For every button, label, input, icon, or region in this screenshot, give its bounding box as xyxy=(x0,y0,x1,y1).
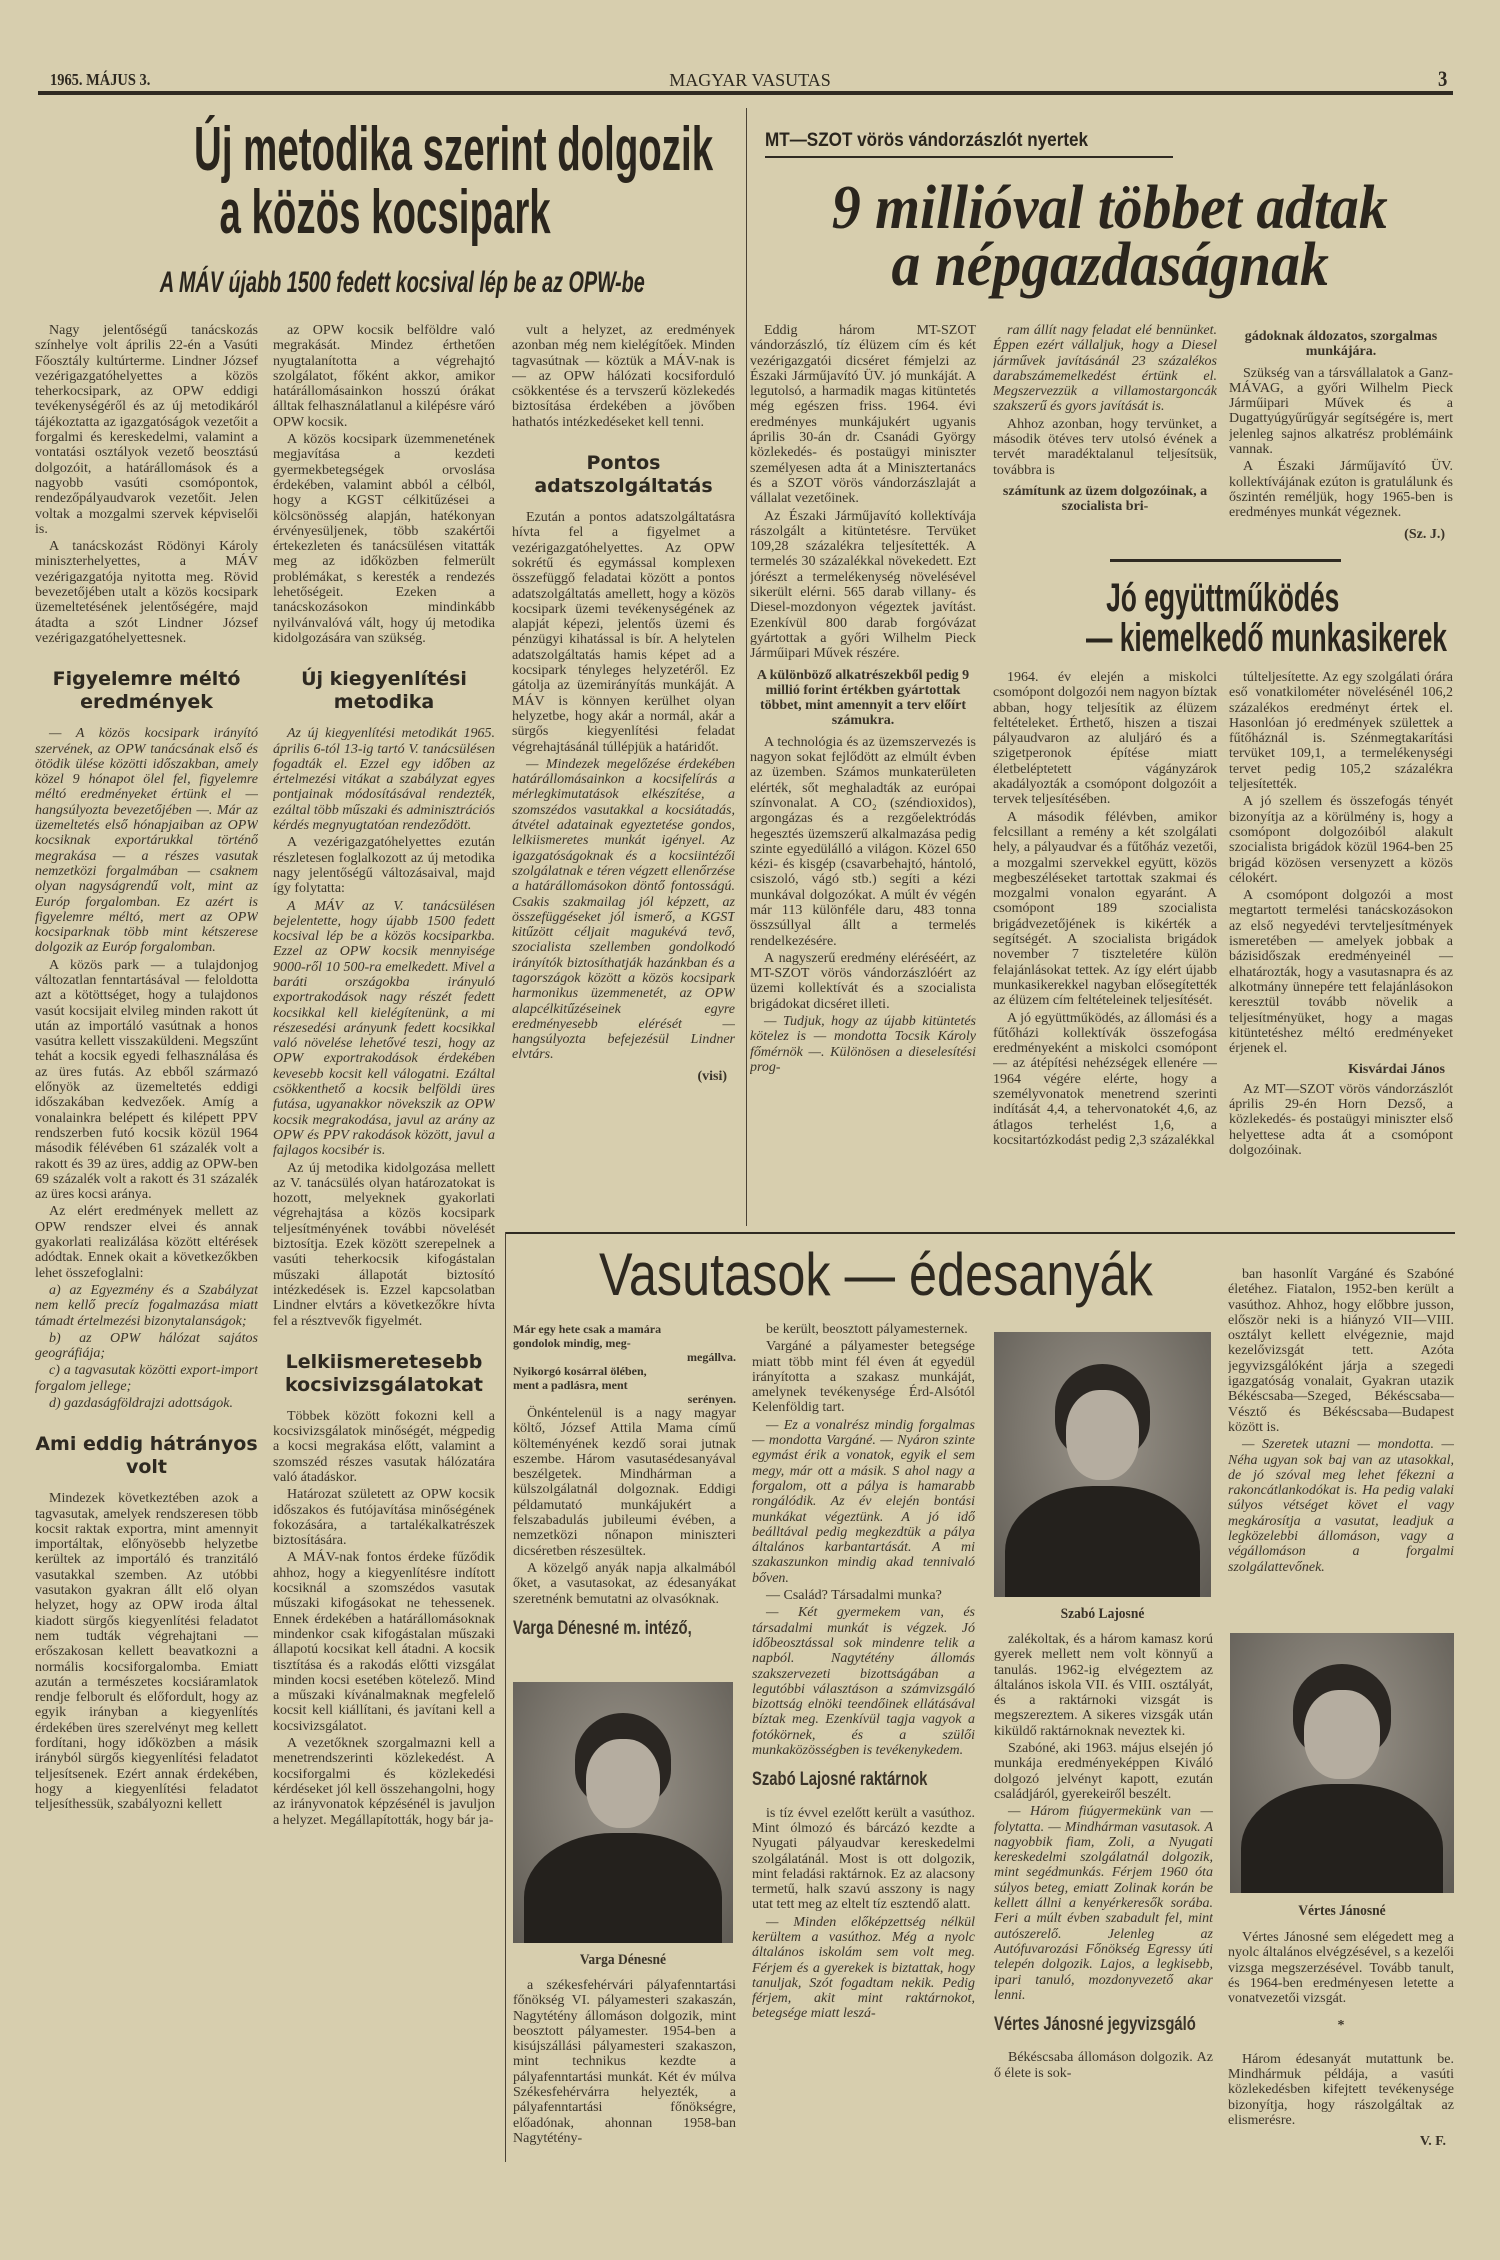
paragraph: b) az OPW hálózat sajátos geográfiája; xyxy=(35,1330,258,1362)
text-column xyxy=(750,323,976,1228)
paragraph: Eddig három MT-SZOT vándorzászló, tíz élüzem cím és két vezérigazgatói dicséret fémjelzi az Északi Járműjavító ÜV. jó munkáját. A legutolsó, a harmadik magas kitüntetés még egészen friss. 1964. évi eredményes munkájukért ugyanis április 30-án dr. Csanádi György közlekedés- és postaügyi miniszter személyesen adta át a Minisztertanács és a SZOT vörös vándorzászlaját a vállalat vezetőinek. xyxy=(750,323,976,507)
paragraph: Három édesanyát mutattunk be. Mindhármuk példája, a vasúti közlekedésben kifejtett tevékenysége bizonyítja, hogy rászolgáltak az elismerésre. xyxy=(1228,2051,1454,2128)
headline-miskolc xyxy=(993,578,1453,658)
kicker: MT—SZOT vörös vándorzászlót nyertek xyxy=(765,130,1089,151)
headline-line: a népgazdaságnak xyxy=(891,231,1329,299)
headline-line: a közös kocsipark xyxy=(219,178,551,247)
text-column xyxy=(512,323,735,1218)
byline: (visi) xyxy=(697,1068,727,1084)
paragraph: Szabóné, aki 1963. május elsején jó munkája eredményeképpen Kiváló dolgozó jelvényt kapott, ezután családjáról, gyerekeiről beszélt. xyxy=(994,1741,1213,1802)
paragraph: d) gazdaságföldrajzi adottságok. xyxy=(49,1396,233,1411)
text-column xyxy=(993,323,1217,558)
paragraph: az OPW kocsik belföldre való megrakását. Mindez érthetően nyugtalanította a végrehajtó szolgálatot, főként akkor, amikor határállomásainkon hosszú órákat álltak felhasználatlanul a kilépésre váró OPW kocsik. xyxy=(273,323,495,430)
paragraph: 1964. év elején a miskolci csomópont dolgozói nem nagyon bíztak abban, hogy teljesítik az élüzem feltételeket. Érthető, hiszen a tiszai pályaudvaron az aluljáró és a szigetperonok építése miatt életbeléptetett vágányzárok akadályozták a csomópont dolgozóit a tervek teljesítésében. xyxy=(993,670,1217,808)
section-heading: Figyelemre méltó eredmények xyxy=(52,668,241,714)
text-column xyxy=(513,1978,736,2163)
text-column xyxy=(513,1322,736,1677)
text-column xyxy=(35,323,258,2163)
headline-line: — kiemelkedő munkasikerek xyxy=(1085,616,1447,660)
paragraph: Ezután a pontos adatszolgáltatásra hívta fel a figyelmet a vezérigazgatóhelyettes. Az OPW sokrétű és egymással komplexen összefüggő feladatai között a pontos adatszolgáltatás amellett, hogy a közös kocsipark üzemi tevékenységének az alapját képezi, jelentős üzemi és pénzügyi kihatással is bír. A helytelen adatszolgáltatás hamis képet ad a kocsipark tényleges helyzetéről. Ez gátolja az üzemirányítás munkáját. A MÁV is könnyen kerülhet olyan helyzetbe, hogy akár a normál, akár a sürgős kiegyenlítési feladat végrehajtásánál túllépjük a határidőt. xyxy=(512,510,735,755)
paragraph: — Család? Társadalmi munka? xyxy=(766,1588,942,1604)
byline: Kisvárdai János xyxy=(1348,1062,1445,1078)
photo-caption: Varga Dénesné xyxy=(579,1952,667,1968)
text-column xyxy=(994,1632,1213,2162)
text-column xyxy=(752,1322,975,2162)
paragraph: — Három fiúgyermekünk van — folytatta. — Mindhárman vasutasok. A nagyobbik fiam, Zoli, a Nyugati kereskedelmi szolgálatnál dolgozik, mint segédmunkás. Férjem 1960 óta súlyos beteg, emiatt Zolinak korán be kellett állni a kenyérkeresők sorába. Feri a múlt évben szabadult fel, mint autószerelő. Jelenleg az Autófuvarozási Főnökség Egressy úti telepén dolgozik. Lajos, a legkisebb, ipari tanuló, mozdonyvezető akar lenni. xyxy=(994,1804,1213,2003)
paragraph: — Tudjuk, hogy az újabb kitüntetés kötelez is — mondotta Tocsik Károly főmérnök —. Különösen a dieselesítési prog- xyxy=(750,1014,976,1075)
section-rule xyxy=(1110,559,1341,562)
paragraph: Önkéntelenül is a nagy magyar költő, József Attila Mama című költeményének kezdő sorai jutnak eszembe. Három vasutasédesanyával beszélgetek. Mindhárman a külszolgálatnál dolgoznak. Eddigi példamutató munkájukért a felszabadulás jubileumi évében, a nemzetközi nőnapon miniszteri dicséretben részesültek. xyxy=(513,1406,736,1559)
paragraph: A csomópont dolgozói a most megtartott termelési tanácskozásokon az első negyedévi tervteljesítmények ismeretében — amelyek jobbak a bázisidőszak eredményeinél — elhatározták, hogy a vasutasnapra és az alkotmány ünnepére tett felajánlásokon keresztül tovább növelik a teljesítményüket, hogy a magas kitüntetéshez méltó eredményeket érjenek el. xyxy=(1229,888,1453,1057)
issue-date: 1965. MÁJUS 3. xyxy=(50,70,151,89)
box-border xyxy=(505,1232,506,2162)
paragraph: zalékoltak, és a három kamasz korú gyerek mellett nem volt könnyű a tanulás. 1962-ig elvégeztem az általános iskola VII. és VIII. osztályát, és a raktárnoki vizsgát is megszereztem. A sikeres vizsgák után kiküldő raktárnoknak neveztek ki. xyxy=(994,1632,1213,1739)
paragraph: A Északi Járműjavító ÜV. kollektívájának ezúton is gratulálunk és őszintén reméljük, hogy 1965-ben is eredményes munkát végeznek. xyxy=(1229,459,1453,521)
paragraph: Az MT—SZOT vörös vándorzászlót április 29-én Horn Dezső, a közlekedés- és postaügyi miniszter első helyettese adta át a csomópont dolgozóinak. xyxy=(1229,1081,1453,1158)
section-heading: Pontos adatszolgáltatás xyxy=(534,452,713,498)
paragraph: Az új kiegyenlítési metodikát 1965. április 6-tól 13-ig tartó V. tanácsülésen fogadták el. Ezzel egy időben az értelmezési vitákat a szabályzat egyes pontjainak módosításával rendezték, ezáltal több műszaki és adminisztrációs kérdés megnyugtatóan rendeződött. xyxy=(273,726,495,834)
paragraph: A jó szellem és összefogás tényét bizonyítja az a körülmény is, hogy a csomópont dolgozóiból alakult szocialista brigádok közül 1964-ben 25 brigád közösen versenyzett a közös célokért. xyxy=(1229,794,1453,886)
paragraph: is tíz évvel ezelőtt került a vasúthoz. Mint ólmozó és bárcázó kezdte a Nyugati pályaudvar kereskedelmi szolgálatánál. Most is ott dolgozik, mint feladási raktárnok. Ez az alacsony termetű, halk szavú asszony is nagy utat tett meg az eltelt tíz esztendő alatt. xyxy=(752,1805,975,1913)
subheading: Szabó Lajosné raktárnok xyxy=(752,1769,928,1791)
poem-line: Nyikorgó kosárral ölében, xyxy=(513,1364,647,1378)
paragraph: a székesfehérvári pályafenntartási főnökség VI. pályamesteri szakaszán, Nagytétény állomáson dolgozik, mint beosztott pályamester. 1954-ben a kisújszállási pályamesteri szakaszon, mint technikus kezdte a pályafenntartási munkát. Két év múlva Székesfehérvárra helyezték, a pályafenntartási főnökségre, előadónak, ahonnan 1958-ban Nagytétény- xyxy=(513,1978,736,2146)
byline: (Sz. J.) xyxy=(1404,526,1445,542)
paragraph: ram állít nagy feladat elé bennünket. Éppen ezért vállaljuk, hogy a Diesel járművek javításánál 23 százalékos darabszámemelkedést értünk el. Megszervezzük a villamostargoncák szakszerű és gyors javítását is. xyxy=(993,323,1217,415)
paragraph: A második félévben, amikor felcsillant a remény a két szolgálati hely, a pályaudvar és a fűtőház vezetői, a mozgalmi szervekkel együtt, közös megbeszéléseket tartottak szakmai és mozgalmi vonalon egyaránt. A csomópont 189 szocialista brigádvezetőjének is kikérték a segítségét. A szocialista brigádok november 7 tiszteletére külön felajánlásokat tettek. Az így elért újabb munkasikerekkel nagyban elősegítették az élüzem cím feltételeinek teljesítését. xyxy=(993,809,1217,1009)
paragraph: — Két gyermekem van, és társadalmi munkát is végzek. Jó időbeosztással sok mindenre telik a napból. Nagytétény állomás szakszervezeti bizottságában a legutóbbi választáson a számvizsgáló bizottság elnöki teendőinek ellátásával bíztak meg. Ezenkívül tagja vagyok a fotókörnek, és a szülői munkaközösségben is tevékenykedem. xyxy=(752,1605,975,1759)
paragraph: A jó együttműködés, az állomási és a fűtőházi kollektívák összefogása eredményeként a miskolci csomópont — az átépítési nehézségek ellenére — 1964 végére elérte, hogy a személyvonatok menetrend szerinti indítását 4,4, a tehervonatokét 4,6, az átlagos terhelést 1,6, a kocsitartózkodást pedig 2,3 százalékkal xyxy=(993,1010,1217,1148)
section-heading: Új kiegyenlítési metodika xyxy=(301,668,467,714)
photo-varga-denesne xyxy=(513,1682,733,1943)
photo-caption: Vértes Jánosné xyxy=(1298,1903,1386,1919)
paragraph: a) az Egyezmény és a Szabályzat nem kellő precíz fogalmazása miatt támadt értelmezési bizonytalanságok; xyxy=(35,1282,258,1329)
bold-paragraph: gádoknak áldozatos, szorgalmas munkájára. xyxy=(1244,329,1438,360)
paragraph: — Szeretek utazni — mondotta. — Néha ugyan sok baj van az utasokkal, de jó szóval meg lehet fékezni a rakoncátlankodókat is. Ha pedig valaki súlyos vétséget követ el vagy megkárosítja a vasutat, leadjuk a legközelebbi állomáson, vagy a végállomáson a forgalmi szolgálattevőnek. xyxy=(1228,1437,1454,1575)
bold-paragraph: számítunk az üzem dolgozóinak, a szocialista bri- xyxy=(1002,483,1208,515)
subheading: Vértes Jánosné jegyvizsgáló xyxy=(994,2014,1196,2036)
byline: V. F. xyxy=(1419,2134,1446,2150)
headline-opw xyxy=(35,115,735,247)
masthead-rule xyxy=(38,91,1453,95)
page-number: 3 xyxy=(1438,66,1448,91)
headline-mothers: Vasutasok — édesanyák xyxy=(599,1241,1153,1308)
paragraph: — A közös kocsipark irányító szervének, az OPW tanácsának első és ötödik ülése közötti időszakban, amely közel 9 hónapot ölel fel, figyelemre méltó eredményeket értünk el — hangsúlyozta bevezetőjében —. Már az üzemeltetés első hónapjaiban az OPW kocsiknak exportárukkal történő megrakása — a részes vasutak nemzetközi forgalmában — csaknem olyan nagyságrendű volt, mint az Európ forgalomban. Ez azért is figyelemre méltó, mert az OPW kocsiparknak több mint kétszerese dolgozik az Európ forgalomban. xyxy=(35,726,258,956)
paragraph: Az új metodika kidolgozása mellett az V. tanácsülés olyan határozatokat is hozott, melyeknek gyakorlati végrehajtása a közös kocsipark teljesítményének további növelését biztosítja. Ezek között szerepelnek a vasúti teherkocsik kifogástalan műszaki állapotát biztosító intézkedések is. Ezzel kapcsolatban Lindner elvtárs a következőkre hívta fel a résztvevők figyelmét. xyxy=(273,1160,495,1329)
paragraph: — Minden előképzettség nélkül kerültem a vasúthoz. Még a nyolc általános iskolám sem volt meg. Férjem és a gyerekek is biztattak, hogy tanuljak, Szót fogadtam nekik. Pedig férjem, akit mint raktárnokot, betegsége miatt leszá- xyxy=(752,1914,975,2022)
paragraph: A vezérigazgatóhelyettes ezután részletesen foglalkozott az új metodika nagy jelentőségű változásaival, majd így folytatta: xyxy=(273,835,495,897)
paragraph: Vargáné a pályamester betegsége miatt több mint fél éven át egyedül irányította a szakasz munkáját, amelynek tevékenysége Érd-Alsótól Kelenföldig tart. xyxy=(752,1339,975,1416)
headline-mtszot xyxy=(750,174,1470,299)
paragraph: Vértes Jánosné sem elégedett meg a nyolc általános elvégzésével, s a kezelői vizsga megszerzésével. Tovább tanult, és 1964-ben eredményesen letette a vonatvezetői vizsgát. xyxy=(1228,1930,1454,2007)
text-column xyxy=(1228,1930,1454,2165)
text-column xyxy=(273,323,495,2163)
paragraph: Többek között fokozni kell a kocsivizsgálatok minőségét, mégpedig a kocsi megrakása előtt, valamint a szomszéd részes vasutak hálózatára való átadáskor. xyxy=(273,1408,495,1485)
paragraph: — Ez a vonalrész mindig forgalmas — mondotta Vargáné. — Nyáron szinte egymást érik a vonatok, egyik el sem megy, már ott a másik. S ahol nagy a forgalom, ott a pálya is hamarabb rongálódik. Az év elején bontási munkákat végeztünk. A jó idő beálltával pedig megkezdtük a pálya általános karbantartását. A mi szakaszunkon mindig akad tennivaló bőven. xyxy=(752,1417,975,1586)
paragraph: Mindezek következtében azok a tagvasutak, amelyek rendszeresen több kocsit raktak exportra, mint amennyit importáltak, előnyösebb helyzetbe kerültek az importáló és tranzitáló vasutakkal szemben. Az utóbbi vasutakon gyakran állt elő olyan helyzet, hogy az OPW iroda által kiadott sürgős kiegyenlítési feladatot nem tudták végrehajtani — erőszakosan kellett beavatkozni a normális kocsiforgalomba. Emiatt azután a természetes kocsiáramlatok rendje felborult és előfordult, hogy az egyik irányban a kiegyenlítés érdekében üres szerelvényt meg kellett fordítani, hogy időközben a másik irányból sürgős kiegyenlítési feladatot teljesítsenek. Ezért annak érdekében, hogy a kiegyenlítési feladatot teljesíthessük, szabályozni kellett xyxy=(35,1491,258,1813)
paragraph: A MÁV az V. tanácsülésen bejelentette, hogy újabb 1500 fedett kocsival lép be a közös kocsiparkba. Ezzel az OPW kocsik mennyisége 9000-ről 10 500-ra emelkedett. Mivel a baráti országokba irányuló exportrakodások nagy részét fedett kocsikkal kell kielégítenünk, a mi részesedési arányunk fedett kocsikkal való növelése lehetővé teszi, hogy az OPW exportrakodások érdekében kevesebb kocsit kell válogatni. Ezáltal csökkenthető a kocsik belföldi üres futása, ugyanakkor növekszik az OPW kocsik megrakodása, javul az arány az OPW és PPV rakodások között, javul a fajlagos kocsibér is. xyxy=(273,898,495,1159)
subheadline-opw xyxy=(35,266,735,300)
poem-line: Már egy hete csak a mamára xyxy=(513,1322,662,1336)
paragraph: A technológia és az üzemszervezés is nagyon sokat fejlődött az elmúlt évben az üzemben. Számos munkaterületen elérték, sőt meghaladták az európai színvonalat. A CO₂ (széndioxidos), argongázas és a rezgőelektródás hegesztés üzemszerű alkalmazása pedig szinte egyedülálló a világon. Közel 650 kézi- és kisgép (csavarbehajtó, hántoló, csiszoló, vágó stb.) segíti a kézi munkával dolgozókat. A múlt év végén már 113 különféle daru, 483 tonna összsúllyal állt a termelés rendelkezésére. xyxy=(750,734,976,949)
photo-vertes-janosne xyxy=(1230,1633,1454,1893)
paragraph: Szükség van a társvállalatok a Ganz-MÁVAG, a győri Wilhelm Pieck Járműipari Művek és a Dugattyúgyűrűgyár segítségére is, mert jelenleg sajnos alkatrész problémáink vannak. xyxy=(1229,365,1453,458)
subheadline-text: A MÁV újabb 1500 fedett kocsival lép be az OPW-be xyxy=(159,266,645,299)
poem-line: megállva. xyxy=(687,1350,736,1364)
paragraph: A közös park — a tulajdonjog változatlan fenntartásával — feloldotta azt a kötöttséget, hogy a tulajdonos vasút kocsijait elvileg minden rakott út után az importáló vasútnak a honos vasútra kellett visszaküldeni. Megszűnt tehát a kocsik egyedi felhasználása és az üres futás. Az ebből származó előnyök az üzemeltetés eddigi időszakában kedvezőek. Amíg a vonalainkra belépett és kilépett PPV rendszerben futó kocsik közül 1964 második félévében 61 százalék volt a rakott és 39 az üres, addig az OPW-ben 69 százalék volt a rakott és 31 százalék az üres kocsi aránya. xyxy=(35,957,258,1203)
section-rule xyxy=(505,1232,1455,1234)
paragraph: Békéscsaba állomáson dolgozik. Az ő élete is sok- xyxy=(994,2050,1213,2081)
paragraph: Határozat született az OPW kocsik időszakos és futójavítása minőségének fokozására, a tartalékalkatrészek biztosítására. xyxy=(273,1487,495,1549)
paragraph: Az elért eredmények mellett az OPW rendszer elvei és annak gyakorlati realizálása között eltérések adódtak. Ennek okait a következőkben lehet összefoglalni: xyxy=(35,1204,258,1281)
paragraph: c) a tagvasutak közötti export-import forgalom jellege; xyxy=(35,1363,258,1394)
section-heading: Ami eddig hátrányos volt xyxy=(35,1433,258,1479)
paragraph: A közös kocsipark üzemmenetének megjavítása a kezdeti gyermekbetegségek orvoslása érdekében, valamint abból a célból, hogy a KGST célkitűzései a kölcsönösség alapján, hatékonyan érvényesüljenek, több szakértői értekezleten és tanácsülésen vitatták meg az időközben felmerült problémákat, s keresték a rendezés lehetőségeit. Ezeken a tanácskozásokon mindinkább nyilvánvalóvá vált, hogy új metodika kidolgozására van szükség. xyxy=(273,432,495,646)
text-column xyxy=(1229,670,1453,1225)
poem-line: ment a padlásra, ment xyxy=(513,1378,628,1392)
text-column xyxy=(993,670,1217,1225)
photo-szabo-lajosne xyxy=(994,1332,1211,1597)
paragraph: ban hasonlít Vargáné és Szabóné életéhez. Fiatalon, 1952-ben került a vasúthoz. Ahhoz, hogy előbbre jusson, először neki is a hiányzó VII—VIII. osztályt kellett elvégeznie, majd kezelővizsgát tett. Azóta jegyvizsgálóként járja a szegedi igazgatóság vonalait, Gyakran utazik Békéscsaba—Szeged, Békéscsaba—Vésztő és Békéscsaba—Budapest között is. xyxy=(1228,1267,1454,1435)
poem-line: gondolok mindig, meg- xyxy=(513,1336,631,1350)
paragraph: A nagyszerű eredmény eléréséért, az MT-SZOT vörös vándorzászlóért az üzemi kollektívát és a szocialista brigádokat dicséret illeti. xyxy=(750,950,976,1012)
paragraph: Nagy jelentőségű tanácskozás színhelye volt április 22-én a Vasúti Főosztály kultúrterme. Lindner József vezérigazgatóhelyettes a közös teherkocsipark, az OPW eddigi tevékenységéről és az új metodikáról tájékoztatta az igazgatóságok vezetőit a forgalmi és kereskedelmi, valamint a vontatási osztályok vezető beosztású dolgozóit, a határállomások és a nagyobb vasúti csomópontok, rendezőpályaudvarok vezetőit. Jelen voltak a mozgalmi szervek képviselői is. xyxy=(35,323,258,537)
section-heading: Lelkiismeretesebb kocsivizsgálatokat xyxy=(285,1350,483,1396)
paragraph: A közelgő anyák napja alkalmából őket, a vasutasokat, az édesanyákat szeretnénk bemutatni az olvasóknak. xyxy=(513,1560,736,1607)
paragraph: A tanácskozást Rödönyi Károly miniszterhelyettes, a MÁV vezérigazgatója nyitotta meg. Rövid bevezetőjében utalt a közös kocsipark üzemeltetésének jelentőségére, majd átadta a szót Lindner József vezérigazgatóhelyettesnek. xyxy=(35,539,258,646)
paragraph: be került, beosztott pályamesternek. xyxy=(766,1322,968,1337)
paragraph: A vezetőknek szorgalmazni kell a menetrendszerinti közlekedést. A kocsiforgalmi és közlekedési kérdéseket jól kell összehangolni, hogy az irányvonatok képzésénél is javuljon a helyzet. Megállapították, hogy bár ja- xyxy=(273,1736,495,1828)
text-column xyxy=(1229,323,1453,558)
paragraph: vult a helyzet, az eredmények azonban még nem kielégítőek. Minden tagvasútnak — köztük a MÁV-nak is — az OPW hálózati kocsiforduló csökkentése és a tervszerű közlekedés biztosítása érdekében a jövőben hathatós intézkedéseket kell tenni. xyxy=(512,323,735,430)
subheading: Varga Dénesné m. intéző, xyxy=(513,1617,692,1639)
paragraph: túlteljesítette. Az egy szolgálati órára eső vonatkilométer növelésénél 106,2 százalékos eredményt értek el. Hasonlóan jó eredmények születtek a fűtőháznál is. Szénmegtakarítási tervüket 109,1, a termelékenységi tervet pedig 105,2 százalékra teljesítették. xyxy=(1229,670,1453,793)
paragraph: — Mindezek megelőzése érdekében határállomásainkon a kocsifelírás a mérlegkimutatások elkészítése, a szomszédos vasutakkal a kocsiátadás, átvétel adatainak egyeztetése gondos, lelkiismeretes munkát igényel. Az igazgatóságoknak és a kocsiintézői szolgálatnak e téren végzett ellenőrzése a határállomásokon döntő fontosságú. Csakis szakmailag jól képzett, az összefüggéseket jól ismerő, a KGST kitűzött céljait magukévá tevő, szocialista szellemben gondolkodó irányítók biztosíthatják hazánkban és a tagországok között a közös kocsipark harmonikus üzemmenetét, az OPW alapcélkitűzéseinek egyre eredményesebb elérését — hangsúlyozta befejezésül Lindner elvtárs. xyxy=(512,756,735,1063)
headline-line: 9 millióval többet adtak xyxy=(832,174,1388,242)
text-column xyxy=(1228,1267,1454,1627)
headline-line: Jó együttműködés xyxy=(1106,576,1340,620)
newspaper-title: MAGYAR VASUTAS xyxy=(669,70,831,90)
separator-star: * xyxy=(1337,2018,1345,2034)
paragraph: Ahhoz azonban, hogy tervünket, a második ötéves terv utolsó évének a tervét maradéktalanul teljesítsük, továbbra is xyxy=(993,416,1217,478)
paragraph: Az Északi Járműjavító kollektívája rászolgált a kitüntetésre. Tervüket 109,28 százalékra teljesítették. A termelés 30 százalékkal növekedett. Ezt jórészt a termelékenység növelésével sikerült elérni. 565 darab villany- és Diesel-mozdonyon végeztek javítást. Ezenkívül 800 darab forgóvázat gyártottak a győri Wilhelm Pieck Járműipari Művek részére. xyxy=(750,508,976,662)
headline-line: Új metodika szerint dolgozik xyxy=(194,115,714,184)
column-divider xyxy=(746,108,747,1226)
paragraph: A MÁV-nak fontos érdeke fűződik ahhoz, hogy a kiegyenlítésre indított kocsiknál a szomszédos vasutak műszaki kifogásokat ne tehessenek. Ennek érdekében a határállomásoknak mindenkor csak kifogástalan műszaki állapotú kocsikat kell átadni. A kocsik tisztítása és a rakodás előtti vizsgálat minden kocsi esetében kötelező. Mind a műszaki kívánalmaknak megfelelő kocsit kell kiállítani, és javítani kell a kocsivizsgálatot. xyxy=(273,1550,495,1734)
kicker-rule xyxy=(765,156,1173,158)
photo-caption: Szabó Lajosné xyxy=(1060,1606,1145,1622)
bold-paragraph: A különböző alkatrészekből pedig 9 millió forint értékben gyártottak többet, mint amennyit a terv előírt számukra. xyxy=(756,667,970,729)
poem-line: serényen. xyxy=(687,1392,736,1406)
